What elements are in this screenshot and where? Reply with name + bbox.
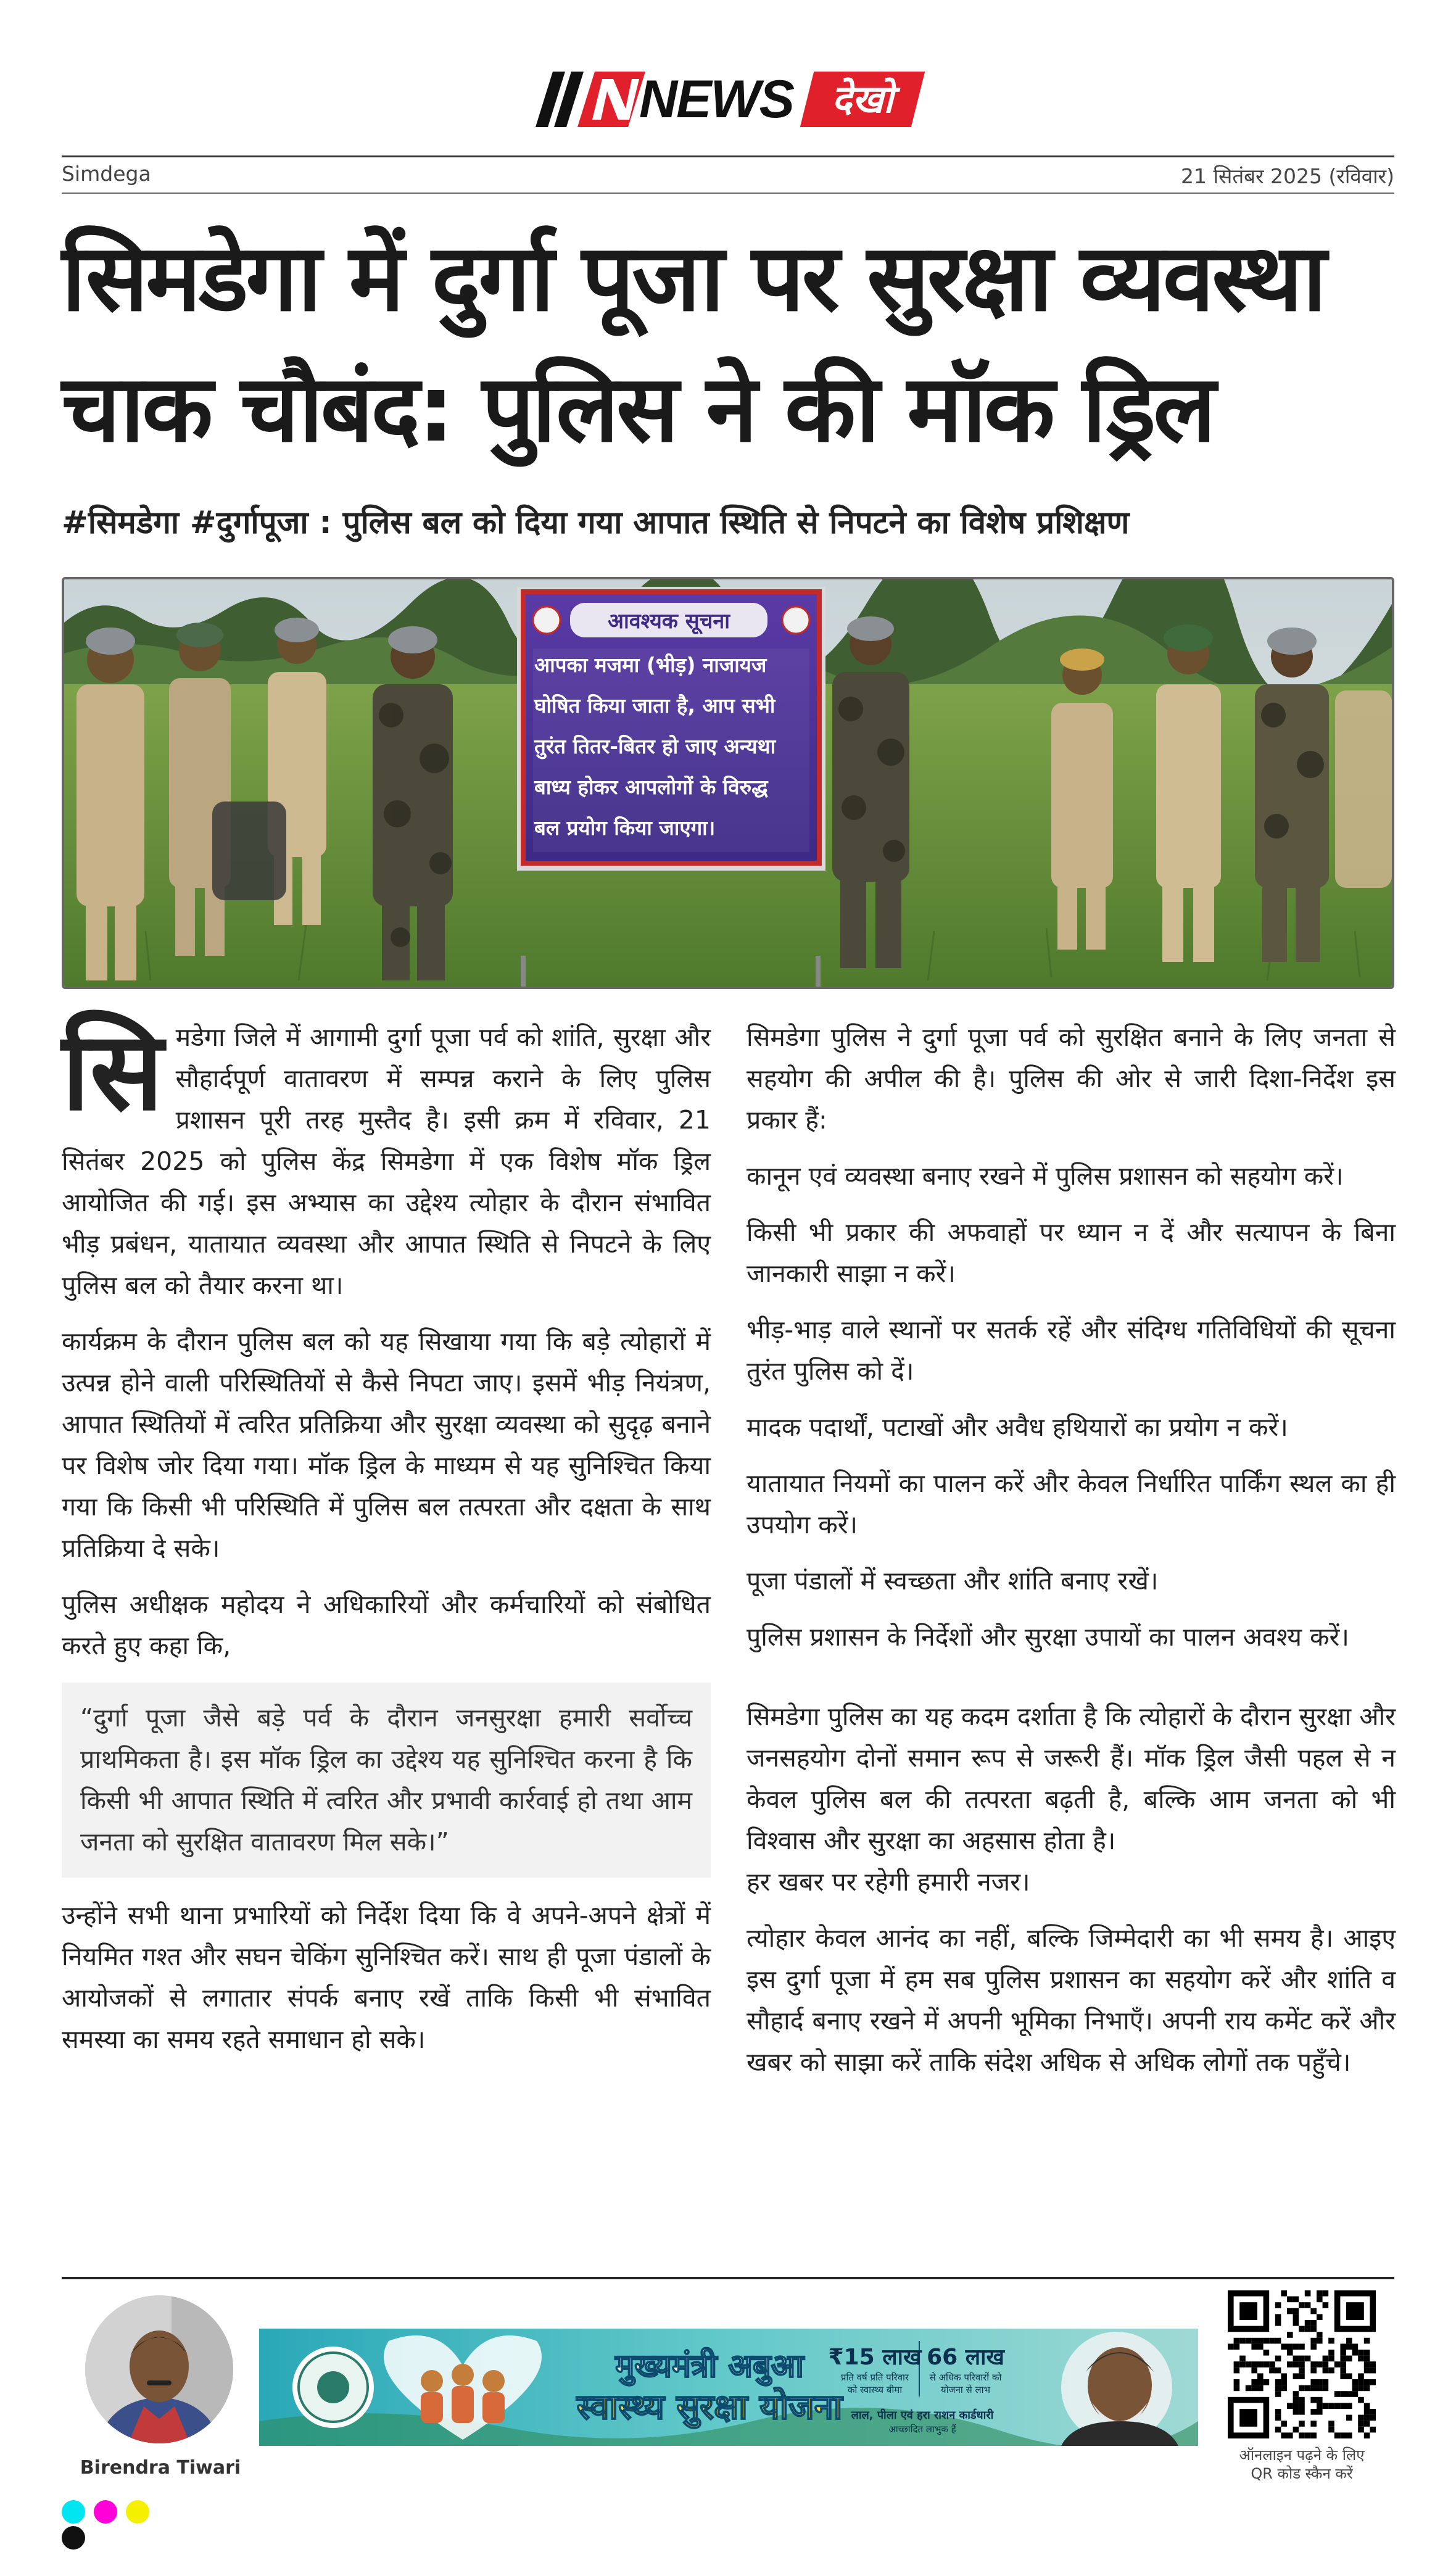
closing-paragraph: त्योहार केवल आनंद का नहीं, बल्कि जिम्मेदारी का भी समय है। आइए इस दुर्गा पूजा में हम सब पुलिस प्रशासन का सहयोग करें और शांति व सौहार्द बनाए रखने में अपनी भूमिका निभाएँ। अपनी राय कमेंट करें और खबर को साझा करें ताकि संदेश अधिक से अधिक लोगों तक पहुँचे।: [747, 1923, 1396, 2077]
article-left-column: [62, 1008, 711, 2075]
guideline-item: पूजा पंडालों में स्वच्छता और शांति बनाए रखें।: [747, 1566, 1159, 1596]
author-name: Birendra Tiwari: [80, 2457, 241, 2479]
guideline-item: पुलिस प्रशासन के निर्देशों और सुरक्षा उपायों का पालन अवश्य करें।: [747, 1622, 1349, 1652]
logo-dekho-text: देखो: [832, 77, 893, 122]
headline-line-2: चाक चौबंद: पुलिस ने की मॉक ड्रिल: [62, 355, 1214, 463]
banner-line: बाध्य होकर आपलोगों के विरुद्ध: [534, 775, 768, 799]
registration-dot-black: [62, 2526, 85, 2550]
footer-rule: [62, 2277, 1394, 2279]
svg-text:66 लाख: 66 लाख: [927, 2345, 1004, 2370]
article-right-column: [747, 1017, 1396, 2098]
appeal-paragraph: सिमडेगा पुलिस ने दुर्गा पूजा पर्व को सुरक्षित बनाने के लिए जनता से सहयोग की अपील की है। पुलिस की ओर से जारी दिशा-निर्देश इस प्रकार हैं:: [747, 1022, 1396, 1135]
guideline-item: किसी भी प्रकार की अफवाहों पर ध्यान न दें और सत्यापन के बिना जानकारी साझा न करें।: [747, 1217, 1396, 1288]
qr-caption-line-1: ऑनलाइन पढ़ने के लिए: [1239, 2446, 1365, 2464]
registration-dot-cyan: [62, 2500, 85, 2524]
conclusion-paragraph: सिमडेगा पुलिस का यह कदम दर्शाता है कि त्योहारों के दौरान सुरक्षा और जनसहयोग दोनों समान रूप से जरूरी हैं। मॉक ड्रिल जैसी पहल से न केवल पुलिस बल की तत्परता बढ़ती है, बल्कि आम जनता को भी विश्वास और सुरक्षा का अहसास होता है।: [747, 1702, 1396, 1855]
dateline-rule: [62, 193, 1394, 194]
advertisement-banner[interactable]: [259, 2329, 1198, 2446]
banner-line: बल प्रयोग किया जाएगा।: [534, 816, 716, 840]
article-paragraph-1: [62, 1008, 711, 1306]
headline: [62, 213, 1394, 474]
author-block: [62, 2295, 241, 2487]
headline-line-1: सिमडेगा में दुर्गा पूजा पर सुरक्षा व्यवस्था: [62, 225, 1325, 332]
article-paragraph-2: कार्यक्रम के दौरान पुलिस बल को यह सिखाया गया कि बड़े त्योहारों में उत्पन्न होने वाली परिस्थितियों से कैसे निपटा जाए। इसमें भीड़ नियंत्रण, आपात स्थितियों में त्वरित प्रतिक्रिया और सुरक्षा व्यवस्था को सुदृढ़ बनाने पर विशेष जोर दिया गया। मॉक ड्रिल के माध्यम से यह सुनिश्चित किया गया कि किसी भी परिस्थिति में पुलिस बल तत्परता और दक्षता के साथ प्रतिक्रिया दे सके।: [62, 1327, 711, 1563]
tagline: हर खबर पर रहेगी हमारी नजर।: [747, 1867, 1030, 1897]
banner-line: आपका मजमा (भीड़) नाजायज: [534, 653, 767, 677]
svg-text:को स्वास्थ्य बीमा: को स्वास्थ्य बीमा: [847, 2384, 903, 2395]
masthead: [0, 67, 1456, 135]
avatar-illustration: [85, 2295, 233, 2443]
guideline-item: यातायात नियमों का पालन करें और केवल निर्धारित पार्किंग स्थल का ही उपयोग करें।: [747, 1469, 1396, 1539]
photo-illustration: [64, 579, 1392, 987]
svg-text:से अधिक परिवारों को: से अधिक परिवारों को: [929, 2372, 1002, 2383]
article-paragraph-3: पुलिस अधीक्षक महोदय ने अधिकारियों और कर्मचारियों को संबोधित करते हुए कहा कि,: [62, 1589, 711, 1660]
subheadline: #सिमडेगा #दुर्गापूजा : पुलिस बल को दिया गया आपात स्थिति से निपटने का विशेष प्रशिक्षण: [62, 505, 1130, 541]
news-dekho-logo[interactable]: [536, 67, 920, 128]
top-rule: [62, 155, 1394, 157]
svg-text:प्रति वर्ष प्रति परिवार: प्रति वर्ष प्रति परिवार: [840, 2372, 909, 2383]
qr-caption-line-2: QR कोड स्कैन करें: [1251, 2465, 1353, 2482]
logo-news-text: NEWS: [639, 70, 793, 129]
dateline: [62, 162, 1394, 191]
guideline-item: मादक पदार्थों, पटाखों और अवैध हथियारों का प्रयोग न करें।: [747, 1412, 1288, 1442]
registration-marks: [62, 2500, 185, 2525]
guideline-item: भीड़-भाड़ वाले स्थानों पर सतर्क रहें और संदिग्ध गतिविधियों की सूचना तुरंत पुलिस को दें।: [747, 1315, 1396, 1386]
qr-code[interactable]: [1228, 2290, 1376, 2438]
ad-illustration: [259, 2329, 1198, 2446]
guideline-item: कानून एवं व्यवस्था बनाए रखने में पुलिस प्रशासन को सहयोग करें।: [747, 1161, 1344, 1191]
registration-dot-yellow: [126, 2500, 149, 2524]
paragraph-1-text: मडेगा जिले में आगामी दुर्गा पूजा पर्व को शांति, सुरक्षा और सौहार्दपूर्ण वातावरण में सम्पन्न कराने के लिए पुलिस प्रशासन पूरी तरह मुस्तैद है। इसी क्रम में रविवार, 21 सितंबर 2025 को पुलिस केंद्र सिमडेगा में एक विशेष मॉक ड्रिल आयोजित की गई। इस अभ्यास का उद्देश्य त्योहार के दौरान संभावित भीड़ प्रबंधन, यातायात व्यवस्था और आपात स्थिति से निपटने के लिए पुलिस बल को तैयार करना था।: [62, 1022, 711, 1300]
banner-line: तुरंत तितर-बितर हो जाए अन्यथा: [534, 734, 776, 758]
ad-title-line-1: मुख्यमंत्री अबुआ: [615, 2348, 804, 2385]
banner-line: घोषित किया जाता है, आप सभी: [534, 694, 776, 718]
svg-text:योजना से लाभ: योजना से लाभ: [940, 2384, 991, 2395]
dateline-date: 21 सितंबर 2025 (रविवार): [1181, 164, 1394, 188]
qr-caption: [1222, 2446, 1382, 2483]
lead-photo: [62, 577, 1394, 989]
pull-quote: “दुर्गा पूजा जैसे बड़े पर्व के दौरान जनसुरक्षा हमारी सर्वोच्च प्राथमिकता है। इस मॉक ड्रिल का उद्देश्य यह सुनिश्चित करना है कि किसी भी आपात स्थिति में त्वरित और प्रभावी कार्रवाई हो तथा आम जनता को सुरक्षित वातावरण मिल सके।”: [62, 1683, 711, 1878]
logo-dekho-badge: [800, 72, 925, 127]
qr-code-block: [1222, 2290, 1382, 2494]
author-avatar: [85, 2295, 233, 2443]
svg-text:आच्छादित लाभुक हैं: आच्छादित लाभुक हैं: [888, 2424, 956, 2435]
svg-text:₹15 लाख: ₹15 लाख: [828, 2345, 922, 2370]
article-paragraph-4: उन्होंने सभी थाना प्रभारियों को निर्देश दिया कि वे अपने-अपने क्षेत्रों में नियमित गश्त और सघन चेकिंग सुनिश्चित करें। साथ ही पूजा पंडालों के आयोजकों से लगातार संपर्क बनाए रखें ताकि किसी भी संभावित समस्या का समय रहते समाधान हो सके।: [62, 1900, 711, 2054]
dropcap: सि: [62, 1008, 163, 1135]
dateline-location: Simdega: [62, 162, 151, 186]
banner-title: आवश्यक सूचना: [607, 609, 730, 634]
ad-title-line-2: स्वास्थ्य सुरक्षा योजना: [576, 2387, 843, 2427]
registration-dot-magenta: [94, 2500, 117, 2524]
svg-text:लाल, पीला एवं हरा राशन कार्डधा: लाल, पीला एवं हरा राशन कार्डधारी: [851, 2409, 994, 2422]
